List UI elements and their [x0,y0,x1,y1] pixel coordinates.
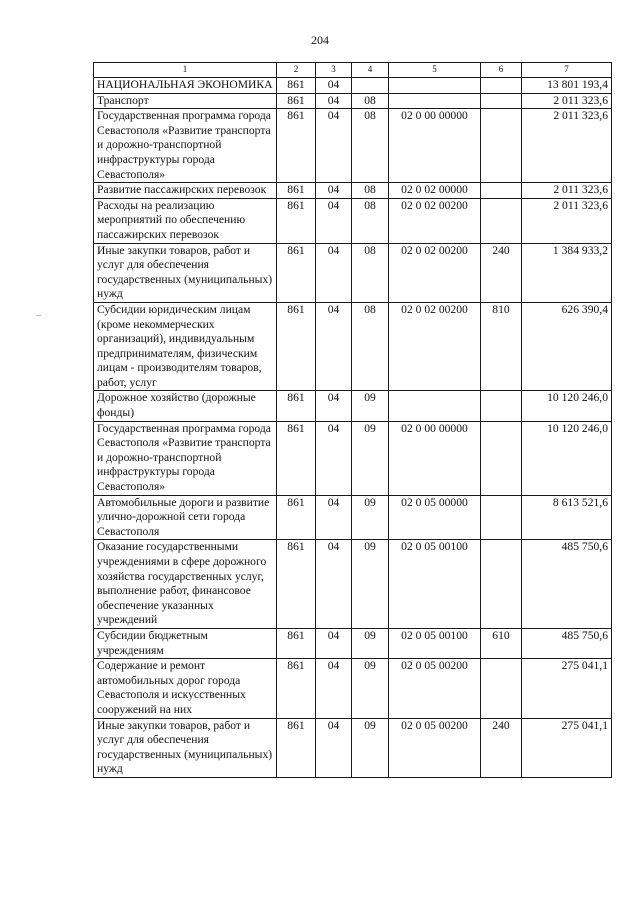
amount: 2 011 323,6 [522,109,612,183]
amount: 1 384 933,2 [522,243,612,302]
subsection-code: 09 [352,495,389,540]
row-name: Иные закупки товаров, работ и услуг для обеспечения государственных (муниципальных) нужд [94,243,277,302]
expense-type-code: 810 [481,302,522,391]
amount: 10 120 246,0 [522,391,612,421]
amount: 485 750,6 [522,628,612,658]
section-code: 04 [316,183,352,199]
row-name: Государственная программа города Севастополя «Развитие транспорта и дорожно-транспортной инфраструктуры города Севастополя» [94,109,277,183]
target-article-code: 02 0 05 00100 [389,628,481,658]
department-code: 861 [277,243,316,302]
department-code: 861 [277,421,316,495]
subsection-code: 09 [352,628,389,658]
table-row [94,109,612,183]
target-article-code: 02 0 02 00200 [389,198,481,243]
section-code: 04 [316,302,352,391]
row-name: Расходы на реализацию мероприятий по обеспечению пассажирских перевозок [94,198,277,243]
department-code: 861 [277,495,316,540]
target-article-code: 02 0 00 00000 [389,421,481,495]
table-row [94,302,612,391]
page-number: 204 [311,33,329,47]
section-code: 04 [316,243,352,302]
table-row [94,718,612,777]
subsection-code: 09 [352,391,389,421]
budget-table [93,62,612,778]
subsection-code: 08 [352,183,389,199]
target-article-code: 02 0 05 00000 [389,495,481,540]
table-row [94,421,612,495]
column-number: 1 [94,63,277,78]
department-code: 861 [277,391,316,421]
row-name: Развитие пассажирских перевозок [94,183,277,199]
column-number: 7 [522,63,612,78]
table-row [94,183,612,199]
expense-type-code: 240 [481,718,522,777]
row-name: Государственная программа города Севастополя «Развитие транспорта и дорожно-транспортной инфраструктуры города Севастополя» [94,421,277,495]
amount: 275 041,1 [522,659,612,718]
target-article-code: 02 0 05 00200 [389,659,481,718]
row-name: Субсидии бюджетным учреждениям [94,628,277,658]
department-code: 861 [277,198,316,243]
expense-type-code: 240 [481,243,522,302]
scan-mark: – [36,310,41,321]
amount: 275 041,1 [522,718,612,777]
amount: 13 801 193,4 [522,78,612,94]
expense-type-code: 610 [481,628,522,658]
expense-type-code [481,495,522,540]
section-code: 04 [316,659,352,718]
section-code: 04 [316,628,352,658]
subsection-code: 08 [352,109,389,183]
subsection-code: 09 [352,540,389,629]
target-article-code: 02 0 05 00100 [389,540,481,629]
expense-type-code [481,198,522,243]
amount: 10 120 246,0 [522,421,612,495]
table-row [94,391,612,421]
subsection-code: 08 [352,198,389,243]
amount: 2 011 323,6 [522,183,612,199]
target-article-code: 02 0 00 00000 [389,109,481,183]
column-number: 4 [352,63,389,78]
column-number: 5 [389,63,481,78]
subsection-code: 09 [352,659,389,718]
table-row [94,540,612,629]
section-code: 04 [316,198,352,243]
expense-type-code [481,391,522,421]
amount: 485 750,6 [522,540,612,629]
target-article-code [389,391,481,421]
subsection-code: 08 [352,243,389,302]
row-name: НАЦИОНАЛЬНАЯ ЭКОНОМИКА [94,78,277,94]
amount: 626 390,4 [522,302,612,391]
department-code: 861 [277,183,316,199]
subsection-code: 09 [352,718,389,777]
target-article-code: 02 0 02 00200 [389,243,481,302]
row-name: Транспорт [94,93,277,109]
table-row [94,659,612,718]
section-code: 04 [316,78,352,94]
department-code: 861 [277,718,316,777]
section-code: 04 [316,109,352,183]
subsection-code: 09 [352,421,389,495]
target-article-code: 02 0 05 00200 [389,718,481,777]
table-row [94,628,612,658]
expense-type-code [481,93,522,109]
row-name: Содержание и ремонт автомобильных дорог города Севастополя и искусственных сооружений на них [94,659,277,718]
department-code: 861 [277,109,316,183]
target-article-code [389,78,481,94]
amount: 8 613 521,6 [522,495,612,540]
amount: 2 011 323,6 [522,198,612,243]
subsection-code: 08 [352,302,389,391]
department-code: 861 [277,93,316,109]
expense-type-code [481,78,522,94]
row-name: Субсидии юридическим лицам (кроме некоммерческих организаций), индивидуальным предпринимателям, физическим лицам - производителям товаров, работ, услуг [94,302,277,391]
row-name: Автомобильные дороги и развитие улично-дорожной сети города Севастополя [94,495,277,540]
expense-type-code [481,183,522,199]
section-code: 04 [316,391,352,421]
department-code: 861 [277,540,316,629]
expense-type-code [481,540,522,629]
table-row [94,495,612,540]
column-number: 3 [316,63,352,78]
target-article-code [389,93,481,109]
row-name: Иные закупки товаров, работ и услуг для обеспечения государственных (муниципальных) нужд [94,718,277,777]
expense-type-code [481,659,522,718]
department-code: 861 [277,302,316,391]
section-code: 04 [316,495,352,540]
section-code: 04 [316,421,352,495]
row-name: Дорожное хозяйство (дорожные фонды) [94,391,277,421]
subsection-code: 08 [352,93,389,109]
amount: 2 011 323,6 [522,93,612,109]
table-row [94,243,612,302]
department-code: 861 [277,628,316,658]
table-row [94,78,612,94]
target-article-code: 02 0 02 00000 [389,183,481,199]
expense-type-code [481,109,522,183]
column-number-row [94,63,612,78]
expense-type-code [481,421,522,495]
department-code: 861 [277,78,316,94]
row-name: Оказание государственными учреждениями в сфере дорожного хозяйства государственных услуг, выполнение работ, финансовое обеспечение указанных учреждений [94,540,277,629]
subsection-code [352,78,389,94]
table-row [94,198,612,243]
section-code: 04 [316,540,352,629]
table-row [94,93,612,109]
section-code: 04 [316,93,352,109]
section-code: 04 [316,718,352,777]
department-code: 861 [277,659,316,718]
column-number: 6 [481,63,522,78]
target-article-code: 02 0 02 00200 [389,302,481,391]
column-number: 2 [277,63,316,78]
